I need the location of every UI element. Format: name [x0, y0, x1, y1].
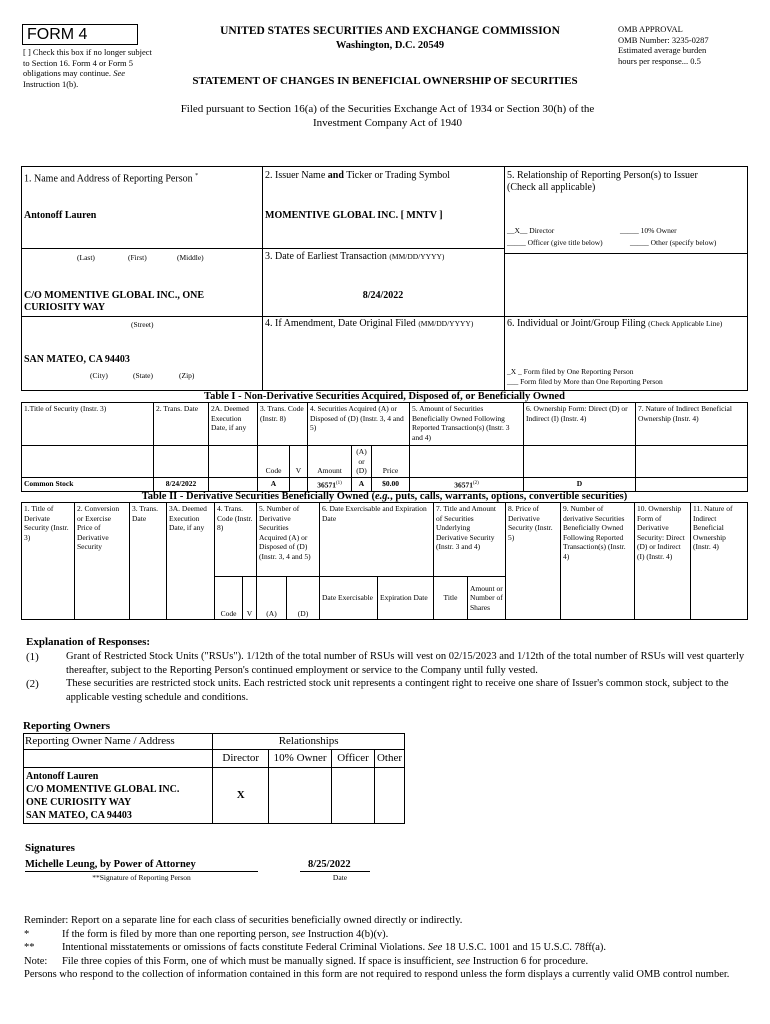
- owners-col-ten: 10% Owner: [269, 750, 332, 768]
- t2-h11: 11. Nature of Indirect Beneficial Ownership (Instr. 4): [691, 503, 748, 620]
- t1-row-amount-cell: [308, 477, 352, 491]
- reporting-person-name: Antonoff Lauren: [24, 210, 97, 221]
- t1-row-title: Common Stock: [22, 477, 154, 491]
- box4-label-text: 4. If Amendment, Date Original Filed: [265, 318, 416, 329]
- footnote-2-text: These securities are restricted stock units. Each restricted stock unit represents a contingent right to receive one share of Issuer's common stock, subject to the applicable vesting schedule and conditions.: [66, 678, 729, 703]
- box4-label: [265, 318, 473, 330]
- checkbox-see: See: [113, 68, 125, 78]
- owner-other-cell: [374, 768, 404, 824]
- t2-h4: 4. Trans. Code (Instr. 8): [215, 503, 257, 577]
- rel-other[interactable]: _____ Other (specify below): [630, 238, 717, 247]
- note-b: Instruction 6 for procedure.: [472, 955, 589, 967]
- label-first: (First): [128, 253, 147, 262]
- box5-label: [507, 170, 745, 194]
- table2-title-eg: e.g.: [374, 491, 391, 502]
- footnote-2-num: (2): [26, 678, 39, 690]
- t1-row-v: [290, 477, 308, 491]
- label-last: (Last): [77, 253, 95, 262]
- t1-row-nature: [636, 477, 748, 491]
- t1-sub-v: V: [290, 446, 308, 478]
- issuer-name: MOMENTIVE GLOBAL INC. [ MNTV ]: [265, 210, 443, 221]
- label-state: (State): [133, 371, 153, 380]
- street-value: C/O MOMENTIVE GLOBAL INC., ONE CURIOSITY WAY: [24, 290, 205, 313]
- t2-h10: 10. Ownership Form of Derivative Security: Direct (D) or Indirect (I) (Instr. 4): [635, 503, 691, 620]
- table2: [21, 502, 748, 620]
- f2-see: See: [427, 942, 443, 953]
- divider: [262, 316, 748, 317]
- footnote-double-star: [24, 941, 752, 955]
- owners-col-director: Director: [213, 750, 269, 768]
- t1-sub-aord: (A) or (D): [352, 446, 372, 478]
- footnote-ref-1[interactable]: (1): [335, 480, 342, 486]
- owner-line-2: C/O MOMENTIVE GLOBAL INC.: [26, 784, 180, 795]
- box2-label2: Ticker or Trading Symbol: [346, 170, 451, 181]
- note-a: File three copies of this Form, one of which must be manually signed. If space is insufficient,: [62, 955, 455, 967]
- checkbox-note-text: [ ] Check this box if no longer subject to Section 16. Form 4 or Form 5 obligations may continue.: [23, 47, 152, 78]
- f1-mark: *: [24, 928, 30, 940]
- rel-ten-pct-owner[interactable]: _____ 10% Owner: [620, 226, 677, 235]
- t1-sub-code: Code: [258, 446, 290, 478]
- owner-address: [24, 768, 213, 824]
- t1-sub-blank: [410, 446, 524, 478]
- t2-h9: 9. Number of derivative Securities Beneficially Owned Following Reported Transaction(s) (Instr. 4): [561, 503, 635, 620]
- label-city: (City): [90, 371, 108, 380]
- divider: [21, 248, 262, 249]
- t2-h8: 8. Price of Derivative Security (Instr. 5): [506, 503, 561, 620]
- label-zip: (Zip): [179, 371, 195, 380]
- rel-officer[interactable]: _____ Officer (give title below): [507, 238, 603, 247]
- t1-row-amount: 36571: [317, 480, 336, 489]
- t2-h1: 1. Title of Derivate Security (Instr. 3): [22, 503, 75, 620]
- filing-more-persons[interactable]: ___ Form filed by More than One Reporting Person: [507, 377, 663, 386]
- note-mark: Note:: [24, 955, 48, 967]
- table1-title: Table I - Non-Derivative Securities Acquired, Disposed of, or Beneficially Owned: [204, 391, 565, 402]
- signature-label: **Signature of Reporting Person: [92, 873, 191, 882]
- signature-date: 8/25/2022: [308, 859, 351, 870]
- footnote-1-num: (1): [26, 651, 39, 663]
- footer-notes: [24, 914, 752, 982]
- omb-number: OMB Number: 3235-0287: [618, 34, 709, 45]
- t1-row-price: $0.00: [372, 477, 410, 491]
- signatures-heading: Signatures: [25, 842, 75, 854]
- t1-sub-blank: [22, 446, 154, 478]
- agency-title: UNITED STATES SECURITIES AND EXCHANGE COMMISSION: [220, 25, 560, 37]
- form-title-box: [22, 24, 138, 45]
- signature-line: [25, 871, 258, 872]
- footnote-ref-2[interactable]: (2): [472, 480, 479, 486]
- f2-b: 18 U.S.C. 1001 and 15 U.S.C. 78ff(a).: [444, 942, 607, 953]
- f2-mark: **: [24, 942, 35, 953]
- box5-check: (Check all applicable): [507, 182, 596, 193]
- reporting-boxes-frame: [21, 166, 748, 391]
- date-line: [300, 871, 370, 872]
- f2-a: Intentional misstatements or omissions of facts constitute Federal Criminal Violations.: [62, 942, 426, 953]
- t2-sub-title: Title: [434, 577, 468, 620]
- box1-label: [24, 170, 260, 185]
- form-title: FORM 4: [27, 26, 88, 43]
- persons-notice: Persons who respond to the collection of information contained in this form are not required to respond unless the form displays a currently valid OMB control number.: [24, 969, 730, 980]
- divider: [504, 166, 505, 391]
- table-row: [22, 477, 748, 491]
- t1-h-nature: 7. Nature of Indirect Beneficial Ownership (Instr. 4): [636, 403, 748, 446]
- t2-sub-v: V: [243, 577, 257, 620]
- rel-director[interactable]: __X__ Director: [507, 226, 555, 235]
- t2-sub-code: Code: [215, 577, 243, 620]
- t1-sub-blank: [154, 446, 209, 478]
- t1-row-code: A: [258, 477, 290, 491]
- t2-sub-d: (D): [287, 577, 320, 620]
- t1-h-acq: 4. Securities Acquired (A) or Disposed of (D) (Instr. 3, 4 and 5): [308, 403, 410, 446]
- owner-line-4: SAN MATEO, CA 94403: [26, 810, 132, 821]
- agency-city: Washington, D.C. 20549: [335, 40, 445, 51]
- explanation-heading: Explanation of Responses:: [26, 636, 151, 648]
- table2-title-a: Table II - Derivative Securities Beneficially Owned (: [141, 491, 375, 502]
- box3-label-text: 3. Date of Earliest Transaction: [265, 251, 387, 262]
- table1: [21, 402, 748, 492]
- t1-row-aord: A: [352, 477, 372, 491]
- owners-blank: [24, 750, 213, 768]
- checkbox-instr: Instruction 1(b).: [23, 78, 79, 89]
- t2-h5: 5. Number of Derivative Securities Acquired (A) or Disposed of (D) (Instr. 3, 4 and 5): [257, 503, 320, 577]
- f1-b: Instruction 4(b)(v).: [307, 928, 389, 940]
- t1-row-deemed: [209, 477, 258, 491]
- box1-mark: *: [195, 173, 199, 179]
- filing-one-person[interactable]: _X _ Form filed by One Reporting Person: [507, 367, 634, 376]
- box2-label: [265, 170, 450, 182]
- divider: [262, 248, 504, 249]
- t1-sub-amount: Amount: [308, 446, 352, 478]
- t2-h2: 2. Conversion or Exercise Price of Derivative Security: [75, 503, 130, 620]
- owners-heading: Reporting Owners: [23, 720, 111, 732]
- t2-h6: 6. Date Exercisable and Expiration Date: [320, 503, 434, 577]
- f1-a: If the form is filed by more than one reporting person,: [62, 928, 290, 940]
- t1-h-form: 6. Ownership Form: Direct (D) or Indirect (I) (Instr. 4): [524, 403, 636, 446]
- t2-h7: 7. Title and Amount of Securities Underlying Derivative Security (Instr. 3 and 4): [434, 503, 506, 577]
- statement-title: STATEMENT OF CHANGES IN BENEFICIAL OWNERSHIP OF SECURITIES: [192, 75, 578, 87]
- t1-h-date: 2. Trans. Date: [154, 403, 209, 446]
- t1-sub-price: Price: [372, 446, 410, 478]
- t1-sub-blank: [209, 446, 258, 478]
- earliest-transaction-date: 8/24/2022: [362, 290, 404, 301]
- owner-line-1: Antonoff Lauren: [26, 771, 99, 782]
- table2-title-b: , puts, calls, warrants, options, convertible securities): [390, 491, 628, 502]
- note: [24, 955, 752, 969]
- t2-sub-amount: Amount or Number of Shares: [468, 577, 506, 620]
- label-middle: (Middle): [177, 253, 204, 262]
- divider: [504, 253, 748, 254]
- box4-fmt: (MM/DD/YYYY): [418, 319, 474, 328]
- box6-label-text: 6. Individual or Joint/Group Filing: [507, 318, 646, 329]
- note-see: see: [456, 955, 471, 967]
- owners-col-other: Other: [374, 750, 404, 768]
- box3-fmt: (MM/DD/YYYY): [389, 252, 445, 261]
- omb-burden: Estimated average burden: [618, 45, 707, 55]
- t1-sub-blank: [636, 446, 748, 478]
- t1-sub-blank: [524, 446, 636, 478]
- box3-label: [265, 251, 444, 263]
- box5-label-text: 5. Relationship of Reporting Person(s) to Issuer: [507, 170, 698, 181]
- f1-see: see: [291, 928, 306, 940]
- box6-applicable: (Check Applicable Line): [648, 319, 723, 328]
- signature-name: Michelle Leung, by Power of Attorney: [25, 859, 196, 870]
- t2-sub-exp: Expiration Date: [378, 577, 434, 620]
- t1-h-amount: 5. Amount of Securities Beneficially Owned Following Reported Transaction(s) (Instr. 3 and 4): [410, 403, 524, 446]
- t2-h3: 3. Trans. Date: [130, 503, 167, 620]
- omb-box: [618, 24, 758, 66]
- t2-sub-exer: Date Exercisable: [320, 577, 378, 620]
- footnote-1-text: Grant of Restricted Stock Units ("RSUs"). 1/12th of the total number of RSUs will vest on 02/15/2023 and 1/12th of the total number of RSUs will vest quarterly thereafter, subject to the Reporting Person's continued employment or service to the Company until fully vested.: [66, 651, 745, 676]
- footnote-star: [24, 928, 752, 942]
- reminder: Reminder: Report on a separate line for each class of securities beneficially owned directly or indirectly.: [24, 915, 463, 926]
- owner-officer-cell: [331, 768, 374, 824]
- owner-line-3: ONE CURIOSITY WAY: [26, 797, 132, 808]
- t2-sub-a: (A): [257, 577, 287, 620]
- filed-pursuant: Filed pursuant to Section 16(a) of the Securities Exchange Act of 1934 or Section 30(h) of the Investment Company Act of 1940: [180, 103, 595, 129]
- table-row: [24, 768, 405, 824]
- owners-col-officer: Officer: [331, 750, 374, 768]
- owner-ten-cell: [269, 768, 332, 824]
- t1-h-title: 1.Title of Security (Instr. 3): [22, 403, 154, 446]
- t1-h-deemed: 2A. Deemed Execution Date, if any: [209, 403, 258, 446]
- checkbox-note[interactable]: [23, 47, 153, 89]
- t1-row-form: D: [524, 477, 636, 491]
- owners-col-rel: Relationships: [213, 734, 405, 750]
- box2-and: and: [327, 170, 344, 181]
- box6-label: [507, 318, 745, 330]
- city-value: SAN MATEO, CA 94403: [24, 354, 130, 365]
- t1-row-owned-cell: [410, 477, 524, 491]
- owners-col-name: Reporting Owner Name / Address: [24, 734, 213, 750]
- label-street: (Street): [131, 320, 154, 329]
- t2-h3a: 3A. Deemed Execution Date, if any: [167, 503, 215, 620]
- divider: [21, 316, 262, 317]
- omb-hours: hours per response... 0.5: [618, 55, 701, 66]
- owners-table: [23, 733, 405, 824]
- divider: [262, 166, 263, 391]
- t1-row-date: 8/24/2022: [154, 477, 209, 491]
- date-label: Date: [332, 873, 348, 882]
- box2-label-text: 2. Issuer Name: [265, 170, 326, 181]
- t1-h-code: 3. Trans. Code (Instr. 8): [258, 403, 308, 446]
- t1-row-owned: 36571: [454, 480, 473, 489]
- owner-director-mark: X: [213, 768, 269, 824]
- box1-label-text: 1. Name and Address of Reporting Person: [24, 173, 193, 185]
- omb-approval: OMB APPROVAL: [618, 24, 683, 34]
